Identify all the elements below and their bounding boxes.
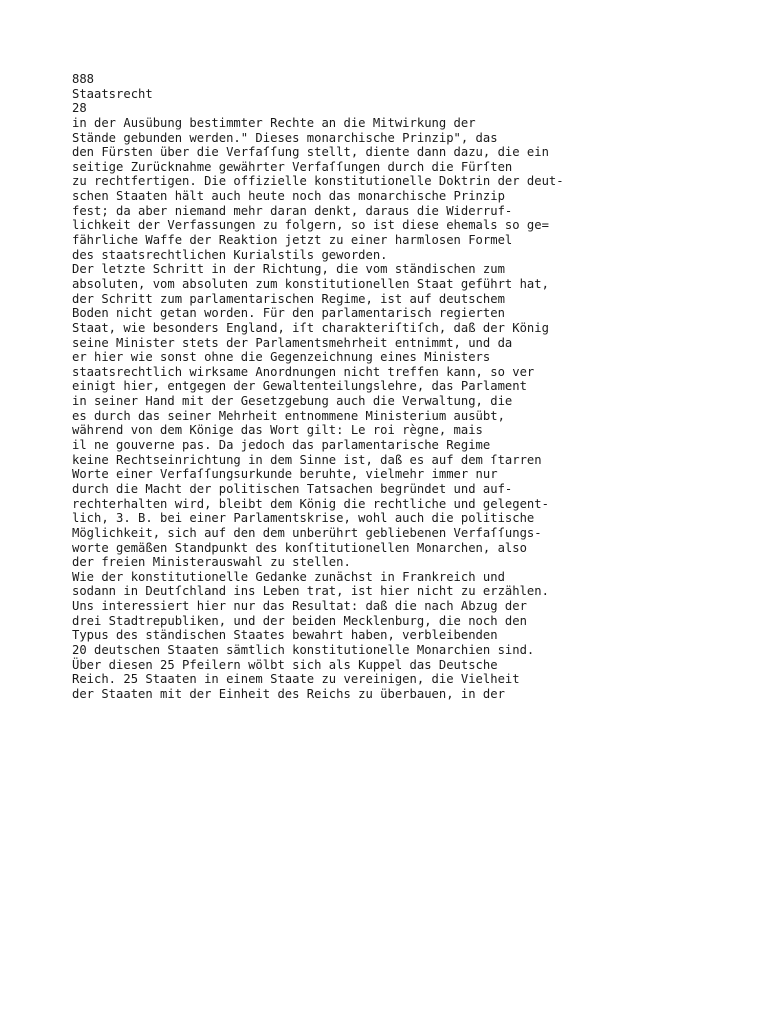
text-line: in seiner Hand mit der Gesetzgebung auch die Verwaltung, die xyxy=(72,394,513,409)
text-line: fährliche Waffe der Reaktion jetzt zu einer harmlosen Formel xyxy=(72,233,513,248)
text-line: Der letzte Schritt in der Richtung, die vom ständischen zum xyxy=(72,262,505,277)
text-line: absoluten, vom absoluten zum konstitutionellen Staat geführt hat, xyxy=(72,276,549,291)
text-line: der Staaten mit der Einheit des Reichs zu überbauen, in der xyxy=(72,686,505,701)
text-line: den Fürsten über die Verfaſſung stellt, diente dann dazu, die ein xyxy=(72,145,549,160)
running-title: Staatsrecht xyxy=(72,86,153,101)
document-page xyxy=(72,72,692,702)
text-line: Boden nicht getan worden. Für den parlamentarisch regierten xyxy=(72,306,505,321)
text-line: des staatsrechtlichen Kurialstils geworden. xyxy=(72,247,388,262)
text-line: il ne gouverne pas. Da jedoch das parlamentarische Regime xyxy=(72,438,491,453)
page-number: 888 xyxy=(72,72,95,86)
text-line: Uns interessiert hier nur das Resultat: daß die nach Abzug der xyxy=(72,599,527,614)
text-line: lich, 3. B. bei einer Parlamentskrise, wohl auch die politische xyxy=(72,511,535,526)
text-line: lichkeit der Verfassungen zu folgern, so ist diese ehemals so ge= xyxy=(72,218,549,233)
text-line: Möglichkeit, sich auf den dem unberührt gebliebenen Verfaſſungs- xyxy=(72,525,542,540)
text-line: zu rechtfertigen. Die offizielle konstitutionelle Doktrin der deut- xyxy=(72,174,564,189)
text-line: Wie der konstitutionelle Gedanke zunächst in Frankreich und xyxy=(72,569,505,584)
text-line: Stände gebunden werden." Dieses monarchische Prinzip", das xyxy=(72,130,498,145)
text-line: 20 deutschen Staaten sämtlich konstitutionelle Monarchien sind. xyxy=(72,642,535,657)
text-line: drei Stadtrepubliken, und der beiden Mecklenburg, die noch den xyxy=(72,613,527,628)
text-line: einigt hier, entgegen der Gewaltenteilungslehre, das Parlament xyxy=(72,379,527,394)
text-line: Staat, wie besonders England, iſt charakteriſtiſch, daß der König xyxy=(72,320,549,335)
text-line: durch die Macht der politischen Tatsachen begründet und auf- xyxy=(72,481,513,496)
text-line: in der Ausübung bestimmter Rechte an die Mitwirkung der xyxy=(72,115,476,130)
text-line: es durch das seiner Mehrheit entnommene Ministerium ausübt, xyxy=(72,408,505,423)
text-line: rechterhalten wird, bleibt dem König die rechtliche und gelegent- xyxy=(72,496,549,511)
text-line: staatsrechtlich wirksame Anordnungen nicht treffen kann, so ver xyxy=(72,364,535,379)
text-line: Über diesen 25 Pfeilern wölbt sich als Kuppel das Deutsche xyxy=(72,657,498,672)
text-line: Worte einer Verfaſſungsurkunde beruhte, vielmehr immer nur xyxy=(72,467,498,482)
text-line: der Schritt zum parlamentarischen Regime, ist auf deutschem xyxy=(72,291,505,306)
text-line: sodann in Deutſchland ins Leben trat, ist hier nicht zu erzählen. xyxy=(72,584,549,599)
text-line: seitige Zurücknahme gewährter Verfaſſungen durch die Fürſten xyxy=(72,159,513,174)
text-line: seine Minister stets der Parlamentsmehrheit entnimmt, und da xyxy=(72,335,513,350)
text-line: worte gemäßen Standpunkt des konſtitutionellen Monarchen, also xyxy=(72,540,527,555)
text-line: Reich. 25 Staaten in einem Staate zu vereinigen, die Vielheit xyxy=(72,672,520,687)
text-line: schen Staaten hält auch heute noch das monarchische Prinzip xyxy=(72,189,505,204)
text-line: der freien Ministerauswahl zu stellen. xyxy=(72,555,351,570)
text-line: keine Rechtseinrichtung in dem Sinne ist, daß es auf dem ſtarren xyxy=(72,452,542,467)
text-line: er hier wie sonst ohne die Gegenzeichnung eines Ministers xyxy=(72,350,491,365)
text-line: fest; da aber niemand mehr daran denkt, daraus die Widerruf- xyxy=(72,203,513,218)
body-text xyxy=(72,116,692,702)
section-number: 28 xyxy=(72,101,87,116)
text-line: während von dem Könige das Wort gilt: Le roi règne, mais xyxy=(72,423,483,438)
text-line: Typus des ständischen Staates bewahrt haben, verbleibenden xyxy=(72,628,498,643)
